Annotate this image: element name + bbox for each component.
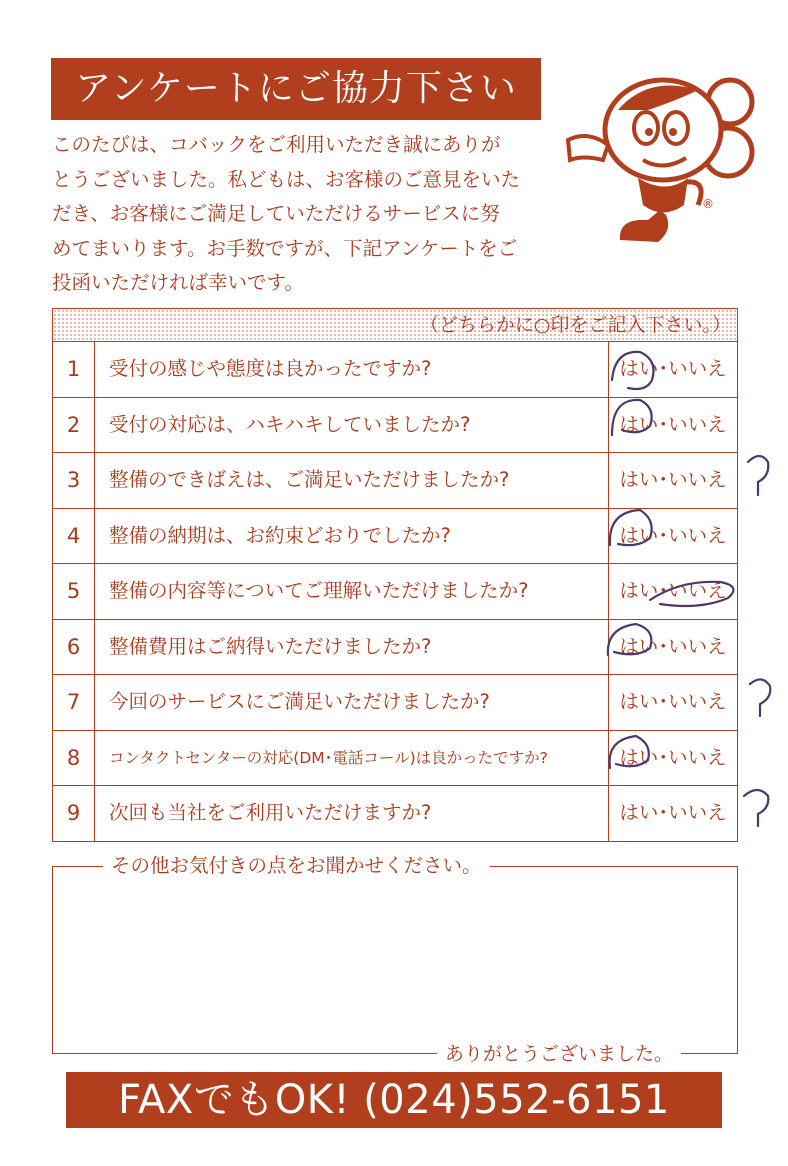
table-row: [53, 453, 737, 509]
intro-line: とうございました。私どもは、お客様のご意見をいた: [52, 167, 521, 191]
intro-text: [52, 128, 552, 301]
intro-line: めてまいります。お手数ですが、下記アンケートをご: [52, 236, 518, 260]
question-text: 整備のできばえは、ご満足いただけましたか?: [95, 453, 609, 508]
table-row: [53, 620, 737, 676]
intro-line: このたびは、コバックをご利用いただき誠にありが: [52, 133, 501, 156]
answer-choice[interactable]: はい･いいえ: [619, 745, 727, 769]
registered-mark: ®: [702, 197, 714, 211]
answer-choice[interactable]: はい･いいえ: [619, 801, 727, 824]
table-row: [53, 675, 737, 731]
comments-label: その他お気付きの点をお聞かせください。: [103, 852, 490, 880]
answer-choice[interactable]: はい･いいえ: [619, 468, 727, 491]
question-text: 受付の感じや態度は良かったですか?: [95, 342, 609, 397]
question-text: コンタクトセンターの対応(DM･電話コール)は良かったですか?: [95, 731, 609, 786]
question-text: 今回のサービスにご満足いただけましたか?: [95, 675, 609, 730]
question-text: 整備の納期は、お約束どおりでしたか?: [95, 509, 609, 564]
table-row: [53, 731, 737, 787]
table-row: [53, 564, 737, 620]
comments-box[interactable]: [52, 854, 738, 1065]
table-row: [53, 786, 737, 841]
question-text: 整備費用はご納得いただけましたか?: [95, 620, 609, 675]
fax-banner: FAXでもOK! (024)552-6151: [66, 1072, 722, 1128]
kobac-mascot-icon: [548, 70, 758, 260]
question-text: 受付の対応は、ハキハキしていましたか?: [95, 398, 609, 453]
table-row: [53, 509, 737, 565]
page-title: アンケートにご協力下さい: [51, 58, 541, 120]
question-number: 3: [53, 453, 95, 508]
answer-choice[interactable]: はい･いいえ: [619, 579, 727, 602]
intro-line: 投函いただければ幸いです。: [52, 271, 304, 294]
question-number: 9: [53, 786, 95, 841]
question-number: 7: [53, 675, 95, 730]
answer-choice[interactable]: はい･いいえ: [619, 412, 727, 436]
answer-choice[interactable]: はい･いいえ: [619, 690, 727, 713]
question-number: 8: [53, 731, 95, 786]
table-row: [53, 398, 737, 454]
question-number: 1: [53, 342, 95, 397]
answer-choice[interactable]: はい･いいえ: [619, 357, 727, 380]
answer-choice[interactable]: はい･いいえ: [619, 634, 727, 658]
answer-choice[interactable]: はい･いいえ: [619, 523, 727, 547]
table-row: [53, 342, 737, 398]
question-number: 6: [53, 620, 95, 675]
intro-line: だき、お客様にご満足していただけるサービスに努: [52, 202, 500, 225]
question-text: 整備の内容等についてご理解いただけましたか?: [95, 564, 609, 619]
question-number: 4: [53, 509, 95, 564]
thanks-text: ありがとうございました。: [437, 1041, 681, 1067]
question-number: 5: [53, 564, 95, 619]
survey-instruction: （どちらかに○印をご記入下さい。）: [53, 309, 737, 342]
survey-table: [52, 308, 738, 842]
question-text: 次回も当社をご利用いただけますか?: [95, 786, 609, 841]
question-number: 2: [53, 398, 95, 453]
